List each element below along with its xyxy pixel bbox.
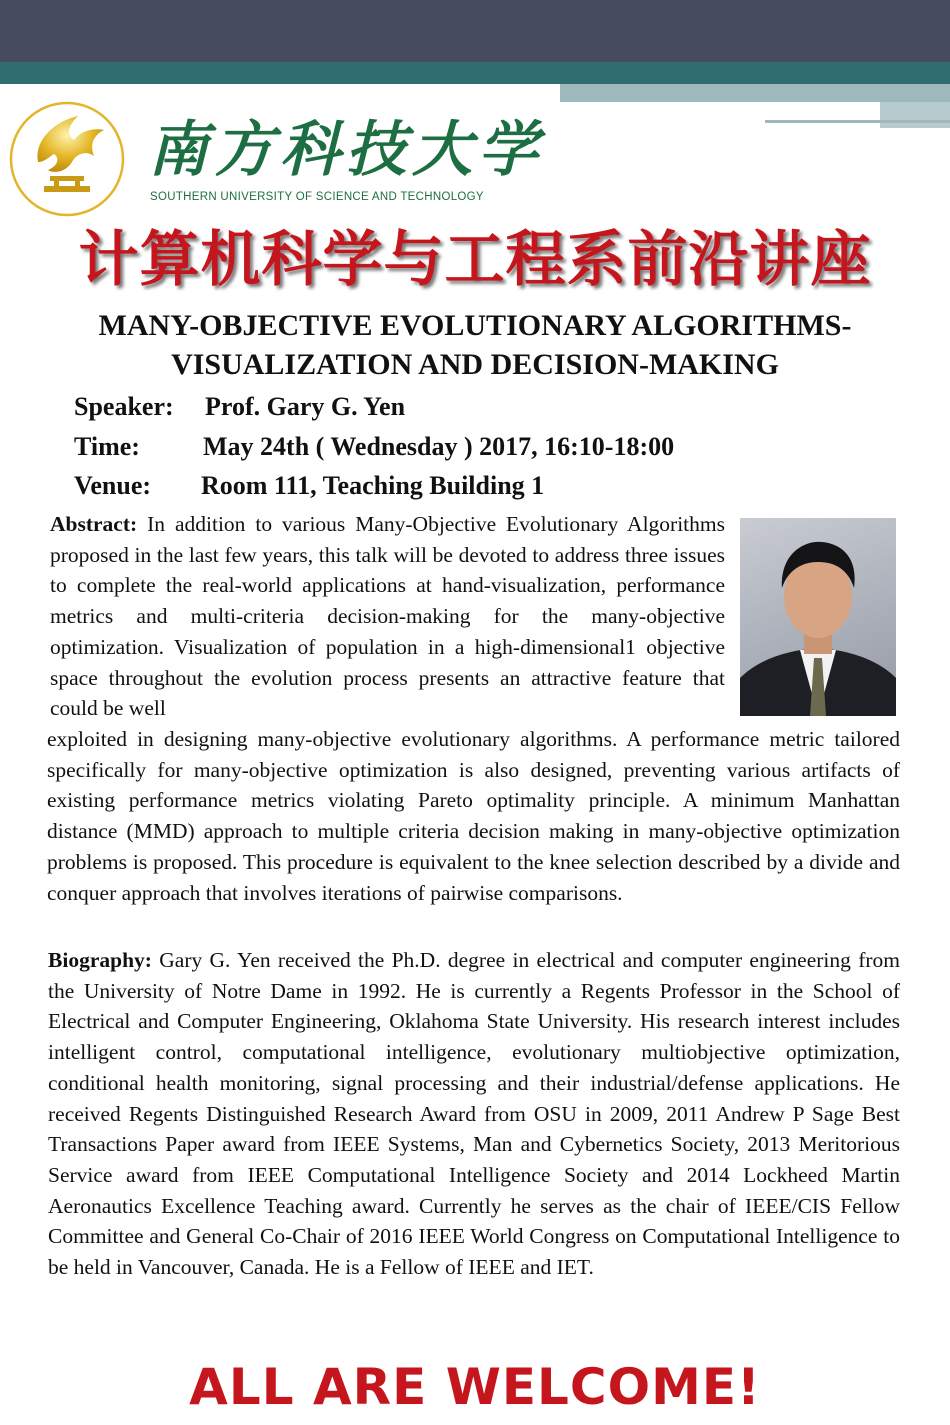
venue-label: Venue:	[74, 471, 152, 500]
welcome-banner: ALL ARE WELCOME!	[189, 1358, 761, 1416]
speaker-line	[74, 392, 405, 422]
biography-label: Biography:	[48, 948, 152, 972]
header-band-thin	[765, 120, 950, 123]
lecture-series-title: 计算机科学与工程系前沿讲座	[78, 225, 872, 295]
header-band-accent	[880, 102, 950, 128]
torch-flame-logo	[8, 100, 126, 218]
biography-paragraph	[48, 945, 900, 1283]
abstract-text-part1: In addition to various Many-Objective Evolutionary Algorithms proposed in the last few years, this talk will be devoted to address three issues to complete the real-world applications at hand-visualization, performance metrics and multi-criteria decision-making for the many-objective optimization. Visualization of population in a high-dimensional1 objective space throughout the evolution process presents an attractive feature that could be well	[50, 512, 725, 721]
speaker-portrait-icon	[740, 518, 896, 716]
university-name-chinese: 南方科技大学	[148, 115, 544, 185]
header-band-dark	[0, 0, 950, 62]
venue-line	[74, 471, 544, 501]
time-label: Time:	[74, 432, 140, 461]
venue-value: Room 111, Teaching Building 1	[201, 471, 545, 500]
abstract-label: Abstract:	[50, 512, 138, 536]
header-band-light	[560, 84, 950, 102]
university-name-english: SOUTHERN UNIVERSITY OF SCIENCE AND TECHNOLOGY	[150, 191, 484, 203]
abstract-paragraph	[50, 509, 725, 724]
abstract-continued: exploited in designing many-objective evolutionary algorithms. A performance metric tailored specifically for many-objective optimization is also designed, preventing various artifacts of existing performance metrics violating Pareto optimality principle. A minimum Manhattan distance (MMD) approach to multiple criteria decision making in many-objective optimization problems is proposed. This procedure is equivalent to the knee selection described by a divide and conquer approach that involves iterations of pairwise comparisons.	[47, 727, 900, 905]
speaker-photo	[740, 518, 896, 716]
biography-text: Gary G. Yen received the Ph.D. degree in electrical and computer engineering from the University of Notre Dame in 1992. He is currently a Regents Professor in the School of Electrical and Computer Engineering, Oklahoma State University. His research interest includes intelligent control, computational intelligence, evolutionary multiobjective optimization, conditional health monitoring, signal processing and their industrial/defense applications. He received Regents Distinguished Research Award from OSU in 2009, 2011 Andrew P Sage Best Transactions Paper award from IEEE Systems, Man and Cybernetics Society, 2013 Meritorious Service award from IEEE Computational Intelligence Society and 2014 Lockheed Martin Aeronautics Excellence Teaching award. Currently he serves as the chair of IEEE/CIS Fellow Committee and General Co-Chair of 2016 IEEE World Congress on Computational Intelligence to be held in Vancouver, Canada. He is a Fellow of IEEE and IET.	[48, 948, 900, 1280]
header-band-teal	[0, 62, 950, 84]
time-line	[74, 432, 674, 462]
speaker-label: Speaker:	[74, 392, 174, 421]
talk-title: MANY-OBJECTIVE EVOLUTIONARY ALGORITHMS-VISUALIZATION AND DECISION-MAKING	[98, 309, 852, 381]
time-value: May 24th ( Wednesday ) 2017, 16:10-18:00	[203, 432, 675, 461]
welcome-banner-reflection	[0, 1396, 950, 1425]
speaker-value: Prof. Gary G. Yen	[205, 392, 406, 421]
